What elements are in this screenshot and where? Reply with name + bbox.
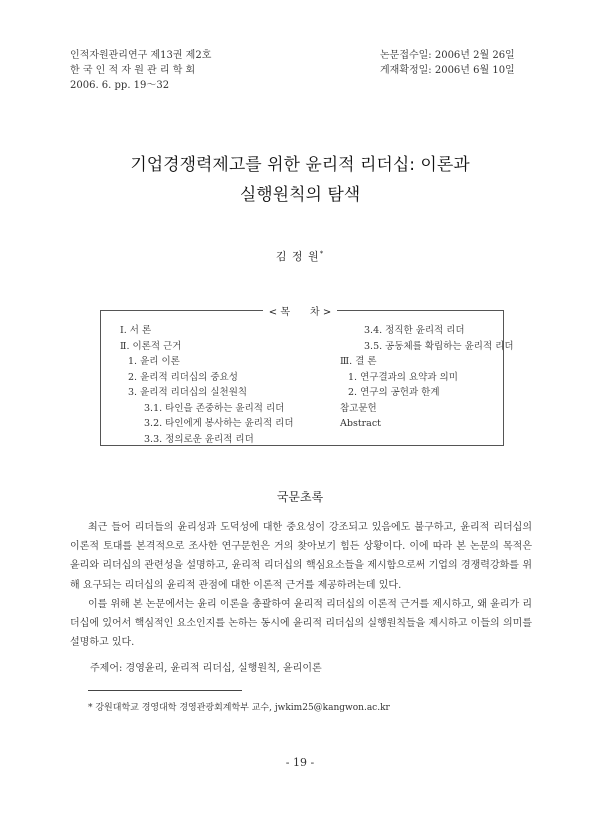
page-number: - 19 - bbox=[285, 756, 315, 769]
toc-item: 2. 윤리적 리더십의 중요성 bbox=[128, 371, 238, 383]
abstract-paragraph-1: 최근 들어 리더들의 윤리성과 도덕성에 대한 중요성이 강조되고 있음에도 불구하고, 윤리적 리더십의 이론적 토대를 본격적으로 조사한 연구문헌은 거의 찾아보기 힘든 상황이다. 이에 따라 본 논문의 목적은 윤리와 리더십의 관련성을 설명하고, 윤리적 리더십의 핵심요소들을 제시함으로써 기업의 경쟁력강화를 위해 요구되는 리더십의 윤리적 관점에 대한 이론적 근거를 제공하려는데 있다. bbox=[70, 522, 532, 591]
abstract-heading: 국문초록 bbox=[276, 490, 324, 504]
keywords: 주제어: 경영윤리, 윤리적 리더십, 실행원칙, 윤리이론 bbox=[90, 663, 322, 674]
title-line-1: 기업경쟁력제고를 위한 윤리적 리더십: 이론과 bbox=[130, 155, 470, 175]
toc-item: 3.4. 정직한 윤리적 리더 bbox=[364, 325, 465, 336]
toc-item: 3.1. 타인을 존중하는 윤리적 리더 bbox=[144, 402, 285, 414]
author-footnote-mark: * bbox=[319, 249, 325, 258]
paper-title bbox=[0, 150, 600, 210]
footnote-divider bbox=[88, 690, 242, 691]
title-line-2: 실행원칙의 탐색 bbox=[239, 185, 361, 205]
toc-item: 3.5. 공동체를 확립하는 윤리적 리더 bbox=[364, 340, 514, 352]
toc-item: Ⅱ. 이론적 근거 bbox=[120, 340, 182, 352]
toc-item: 3.3. 정의로운 윤리적 리더 bbox=[144, 433, 254, 445]
toc-heading: < 목 차 > bbox=[0, 303, 600, 318]
toc-item: Ⅰ. 서 론 bbox=[120, 325, 152, 336]
journal-info bbox=[70, 48, 211, 93]
submission-info bbox=[380, 48, 515, 78]
toc-item: 1. 연구결과의 요약과 의미 bbox=[348, 371, 458, 383]
accepted-date: 게재확정일: 2006년 6월 10일 bbox=[380, 65, 515, 76]
author-footnote: * 강원대학교 경영대학 경영관광회계학부 교수, jwkim25@kangwon.ac.kr bbox=[88, 703, 390, 713]
issue-pages: 2006. 6. pp. 19～32 bbox=[70, 80, 170, 91]
society-name: 한 국 인 적 자 원 관 리 학 회 bbox=[70, 65, 196, 76]
toc-item: 3.2. 타인에게 봉사하는 윤리적 리더 bbox=[144, 418, 294, 429]
toc-item: 2. 연구의 공헌과 한계 bbox=[348, 387, 440, 398]
toc-item: Abstract bbox=[340, 418, 381, 429]
toc-item: 3. 윤리적 리더십의 실천원칙 bbox=[128, 387, 248, 398]
journal-name: 인적자원관리연구 제13권 제2호 bbox=[70, 50, 212, 61]
abstract-paragraph-2: 이를 위해 본 논문에서는 윤리 이론을 총괄하여 윤리적 리더십의 이론적 근거를 제시하고, 왜 윤리가 리더십에 있어서 핵심적인 요소인지를 논하는 동시에 윤리적 리더십의 실행원칙들을 제시하고 이들의 의미를 설명하고 있다. bbox=[70, 598, 532, 649]
received-date: 논문접수일: 2006년 2월 26일 bbox=[380, 50, 515, 61]
abstract-body bbox=[70, 518, 532, 652]
author bbox=[0, 248, 600, 264]
toc-right-column bbox=[340, 323, 514, 432]
author-name: 김 정 원 bbox=[275, 250, 320, 263]
toc-item: 1. 윤리 이론 bbox=[128, 356, 180, 367]
toc-left-column bbox=[120, 323, 294, 447]
toc-item: Ⅲ. 결 론 bbox=[340, 356, 377, 367]
toc-item: 참고문헌 bbox=[340, 402, 377, 414]
